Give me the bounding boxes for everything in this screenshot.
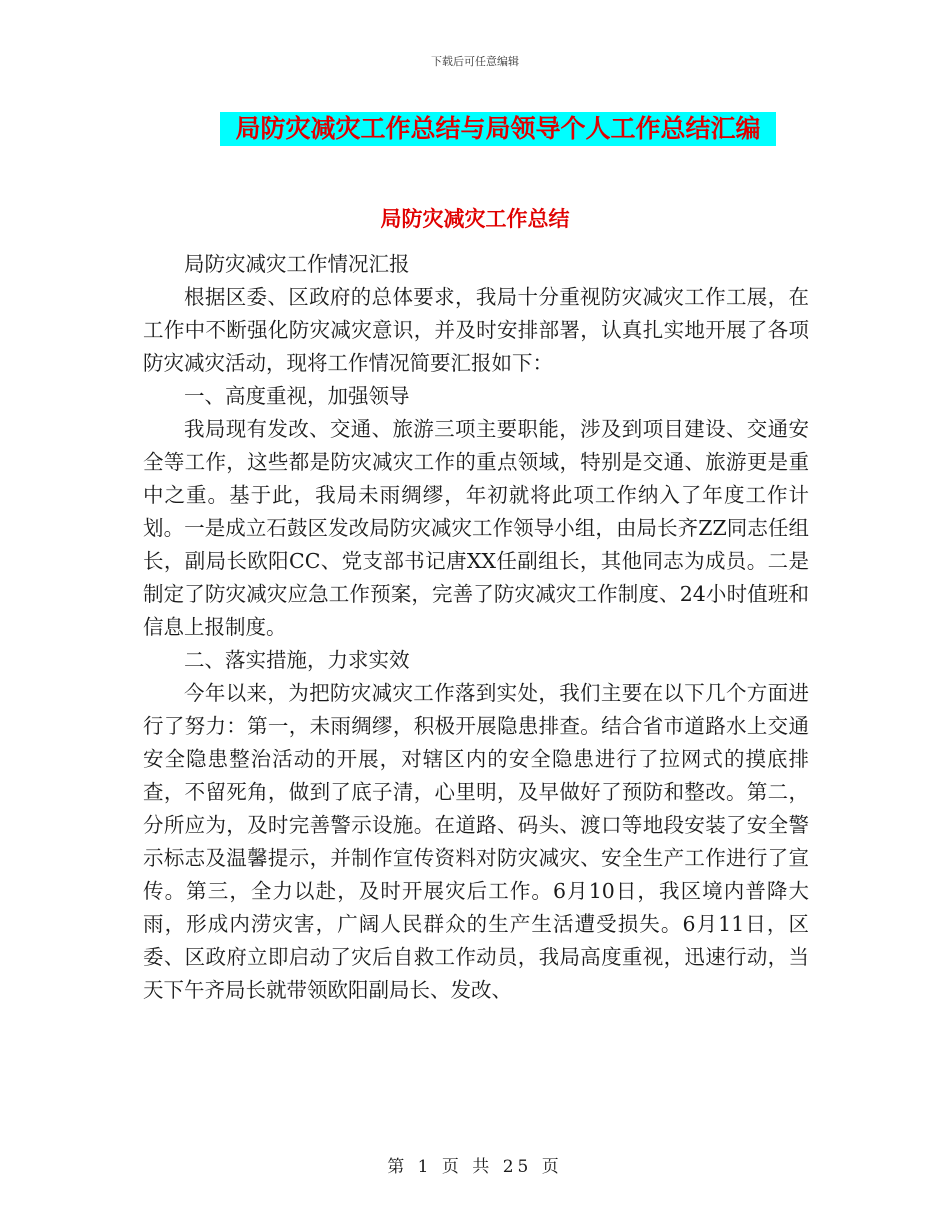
section-title: 局防灾减灾工作总结 bbox=[380, 207, 570, 231]
paragraph-intro: 根据区委、区政府的总体要求，我局十分重视防灾减灾工作工展，在工作中不断强化防灾减灾意识，并及时安排部署，认真扎实地开展了各项防灾减灾活动，现将工作情况简要汇报如下： bbox=[143, 285, 809, 375]
document-body bbox=[143, 248, 809, 1007]
page-footer: 第 1 页 共 25 页 bbox=[387, 1157, 563, 1177]
paragraph-leadership: 我局现有发改、交通、旅游三项主要职能，涉及到项目建设、交通安全等工作，这些都是防灾减灾工作的重点领域，特别是交通、旅游更是重中之重。基于此，我局未雨绸缪，年初就将此项工作纳入了年度工作计划。一是成立石鼓区发改局防灾减灾工作领导小组，由局长齐ZZ同志任组长，副局长欧阳CC、党支部书记唐XX任副组长，其他同志为成员。二是制定了防灾减灾应急工作预案，完善了防灾减灾工作制度、24小时值班和信息上报制度。 bbox=[143, 417, 809, 639]
header-note: 下载后可任意编辑 bbox=[431, 55, 519, 68]
paragraph-heading-2: 二、落实措施，力求实效 bbox=[184, 648, 410, 672]
paragraph-heading-1: 一、高度重视，加强领导 bbox=[184, 384, 410, 408]
paragraph-report-heading: 局防灾减灾工作情况汇报 bbox=[184, 252, 410, 276]
document-title: 局防灾减灾工作总结与局领导个人工作总结汇编 bbox=[220, 112, 776, 146]
paragraph-measures: 今年以来，为把防灾减灾工作落到实处，我们主要在以下几个方面进行了努力：第一，未雨绸缪，积极开展隐患排查。结合省市道路水上交通安全隐患整治活动的开展，对辖区内的安全隐患进行了拉网式的摸底排查，不留死角，做到了底子清，心里明，及早做好了预防和整改。第二，分所应为，及时完善警示设施。在道路、码头、渡口等地段安装了安全警示标志及温馨提示，并制作宣传资料对防灾减灾、安全生产工作进行了宣传。第三，全力以赴，及时开展灾后工作。6月10日，我区境内普降大雨，形成内涝灾害，广阔人民群众的生产生活遭受损失。6月11日，区委、区政府立即启动了灾后自救工作动员，我局高度重视，迅速行动，当天下午齐局长就带领欧阳副局长、发改、 bbox=[143, 681, 809, 1002]
